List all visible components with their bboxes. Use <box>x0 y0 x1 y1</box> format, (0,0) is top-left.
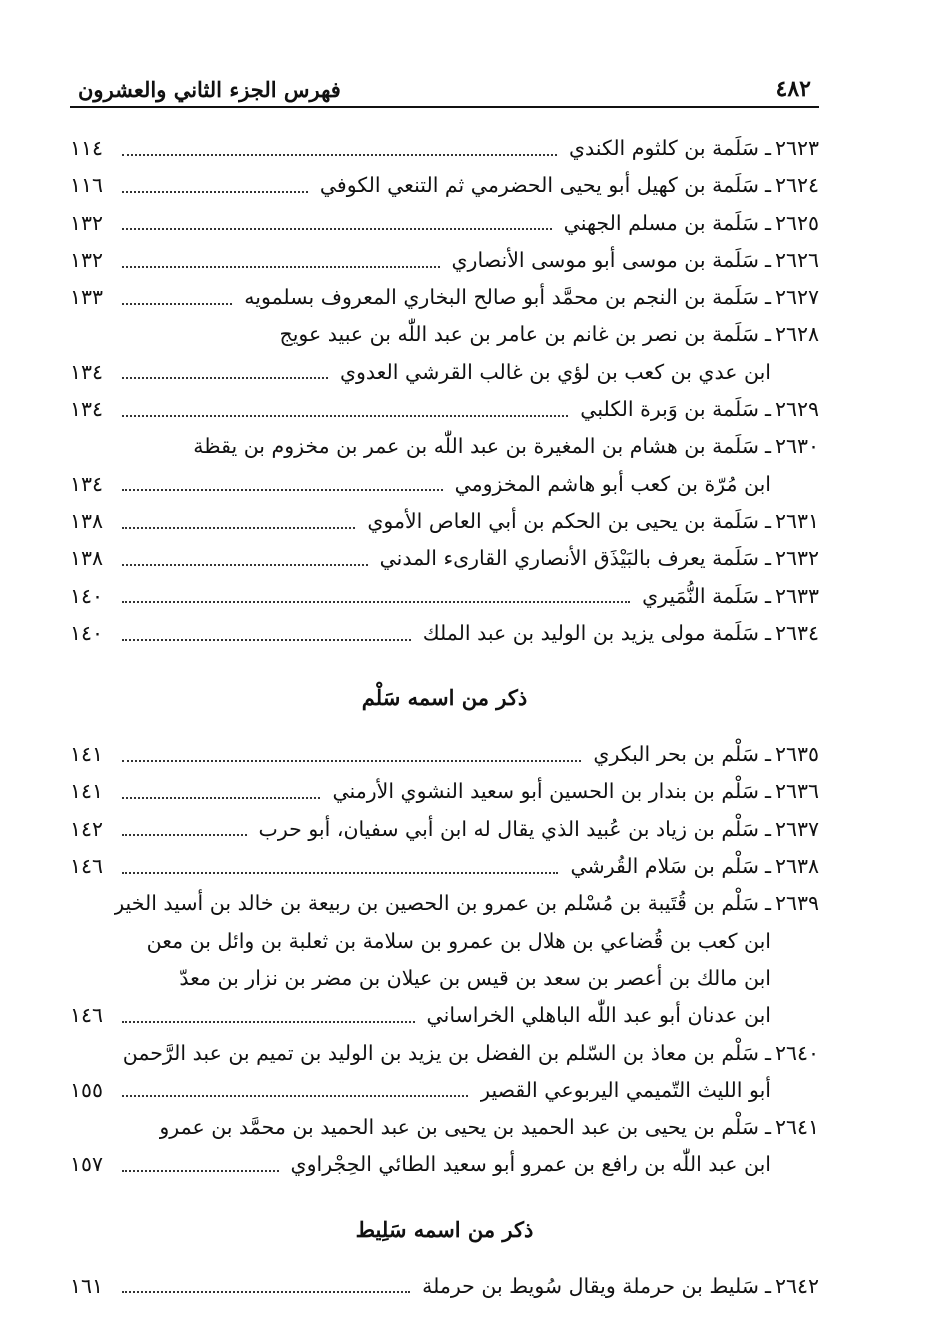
entry-number: ٢٦٣٩ <box>774 891 819 916</box>
entry-page-ref: ١٤١ <box>70 742 104 767</box>
index-entry <box>70 466 819 503</box>
entry-page-ref: ١٥٥ <box>70 1077 104 1102</box>
entry-name: سَلَمة بن مسلم الجهني <box>563 210 759 235</box>
entry-number: ٢٦٢٣ <box>774 136 819 160</box>
entry-page-ref: ١١٦ <box>70 173 104 198</box>
entry-page-ref: ١١٤ <box>70 136 104 160</box>
index-entry <box>70 540 819 577</box>
entry-page-ref: ١٣٨ <box>70 546 104 571</box>
index-entry <box>70 848 819 885</box>
entry-page-ref: ١٣٤ <box>70 397 104 422</box>
entry-dash: ـ <box>764 816 771 841</box>
dot-leader <box>122 1021 415 1023</box>
entry-number: ٢٦٣٥ <box>774 742 819 767</box>
entry-name: ابن مالك بن أعصر بن سعد بن قيس بن عيلان بن مضر بن نزار بن معدّ <box>179 965 771 990</box>
dot-leader <box>122 1291 410 1293</box>
page-number: ٤٨٢ <box>775 76 811 102</box>
entry-name: سَلَمة مولى يزيد بن الوليد بن عبد الملك <box>422 620 759 645</box>
index-entry <box>70 1035 819 1072</box>
index-entry <box>70 130 819 167</box>
entry-name: سَلَمة بن يحيى بن الحكم بن أبي العاص الأموي <box>367 508 759 533</box>
dot-leader <box>122 1170 279 1172</box>
entry-name: سَلَمة بن كلثوم الكندي <box>569 136 759 160</box>
entry-number: ٢٦٤١ <box>774 1115 819 1140</box>
entry-name: سَلْم بن بندار بن الحسين أبو سعيد النشوي الأرمني <box>332 779 759 804</box>
dot-leader <box>122 760 581 762</box>
dot-leader <box>122 872 558 874</box>
dot-leader <box>122 527 355 529</box>
entry-page-ref: ١٣٣ <box>70 285 104 310</box>
entry-page-ref: ١٤٠ <box>70 620 104 645</box>
entry-name: سَلَمة النُّمَيري <box>642 583 759 608</box>
entry-name: سَلَمة يعرف بالبَيْذَق الأنصاري القارىء المدني <box>379 546 759 571</box>
entry-page-ref: ١٣٤ <box>70 359 104 384</box>
dot-leader <box>122 154 557 156</box>
index-entry <box>70 811 819 848</box>
dot-leader <box>122 191 308 193</box>
entry-name: سَلْم بن سَلام القُرشي <box>570 854 759 879</box>
dot-leader <box>122 415 568 417</box>
entry-page-ref: ١٤٦ <box>70 854 104 879</box>
index-entry <box>70 1109 819 1146</box>
entry-page-ref: ١٣٢ <box>70 247 104 272</box>
section-heading-salit: ذكر من اسمه سَلِيط <box>355 1216 534 1242</box>
index-entry <box>70 615 819 652</box>
entry-number: ٢٦٣٤ <box>774 620 819 645</box>
entry-name: أبو الليث التّميمي اليربوعي القصير <box>480 1077 771 1102</box>
index-entry <box>70 279 819 316</box>
entry-page-ref: ١٤٢ <box>70 816 104 841</box>
entry-dash: ـ <box>764 322 771 347</box>
index-entry <box>70 1072 819 1109</box>
entry-dash: ـ <box>764 1273 771 1298</box>
entry-number: ٢٦٤٠ <box>774 1040 819 1065</box>
entry-dash: ـ <box>764 434 771 459</box>
section-heading-salm: ذكر من اسمه سَلْم <box>361 685 528 711</box>
entry-dash: ـ <box>764 508 771 533</box>
dot-leader <box>122 377 328 379</box>
index-entry <box>70 167 819 204</box>
entry-dash: ـ <box>764 1115 771 1140</box>
entry-dash: ـ <box>764 285 771 310</box>
entry-dash: ـ <box>764 583 771 608</box>
dot-leader <box>122 601 630 603</box>
index-entry <box>70 960 819 997</box>
index-entry <box>70 885 819 922</box>
index-entry <box>70 205 819 242</box>
entry-number: ٢٦٣٣ <box>774 583 819 608</box>
entry-number: ٢٦٣١ <box>774 508 819 533</box>
dot-leader <box>122 266 440 268</box>
index-group-salama <box>70 130 819 652</box>
entry-name: سَلْم بن يحيى بن عبد الحميد بن يحيى بن عبد الحميد بن محمَّد بن عمرو <box>159 1115 759 1140</box>
entry-number: ٢٦٤٢ <box>774 1273 819 1298</box>
entry-name: سَلَمة بن موسى أبو موسى الأنصاري <box>451 247 759 272</box>
entry-page-ref: ١٤٦ <box>70 1003 104 1028</box>
index-entry <box>70 773 819 810</box>
running-title: فهرس الجزء الثاني والعشرون <box>78 77 341 102</box>
entry-page-ref: ١٤١ <box>70 779 104 804</box>
entry-name: ابن عدنان أبو عبد اللّٰه الباهلي الخراساني <box>426 1003 771 1028</box>
dot-leader <box>122 303 232 305</box>
entry-name: ابن كعب بن قُضاعي بن هلال بن عمرو بن سلامة بن ثعلبة بن وائل بن معن <box>146 928 771 953</box>
entry-page-ref: ١٣٤ <box>70 471 104 496</box>
entry-dash: ـ <box>764 173 771 198</box>
entry-number: ٢٦٣٢ <box>774 546 819 571</box>
entry-number: ٢٦٣٦ <box>774 779 819 804</box>
index-group-salm <box>70 736 819 1184</box>
entry-name: سَلَمة بن نصر بن غانم بن عامر بن عبد اللّٰه بن عبيد عويج <box>279 322 759 347</box>
entry-dash: ـ <box>764 546 771 571</box>
dot-leader <box>122 228 552 230</box>
entry-dash: ـ <box>764 1040 771 1065</box>
dot-leader <box>122 797 320 799</box>
entry-name: ابن عدي بن كعب بن لؤي بن غالب القرشي العدوي <box>339 359 771 384</box>
entry-dash: ـ <box>764 854 771 879</box>
index-entry <box>70 923 819 960</box>
entry-dash: ـ <box>764 136 771 160</box>
index-entry <box>70 1146 819 1183</box>
entry-number: ٢٦٣٧ <box>774 816 819 841</box>
entry-name: سَلَمة بن كهيل أبو يحيى الحضرمي ثم التنعي الكوفي <box>319 173 759 198</box>
index-group-salit <box>70 1268 819 1305</box>
entry-page-ref: ١٥٧ <box>70 1152 104 1177</box>
entry-dash: ـ <box>764 779 771 804</box>
dot-leader <box>122 639 411 641</box>
entry-number: ٢٦٢٥ <box>774 210 819 235</box>
index-entry <box>70 391 819 428</box>
entry-dash: ـ <box>764 210 771 235</box>
index-entry <box>70 242 819 279</box>
entry-name: سَلْم بن قُتَيبة بن مُسْلم بن عمرو بن الحصين بن ربيعة بن خالد بن أسيد الخير <box>114 891 759 916</box>
entry-dash: ـ <box>764 620 771 645</box>
entry-name: ابن مُرّة بن كعب أبو هاشم المخزومي <box>454 471 771 496</box>
entry-number: ٢٦٢٧ <box>774 285 819 310</box>
entry-dash: ـ <box>764 247 771 272</box>
entry-name: سَليط بن حرملة ويقال سُويط بن حرملة <box>422 1273 759 1298</box>
entry-page-ref: ١٦١ <box>70 1273 104 1298</box>
index-entry <box>70 503 819 540</box>
entry-number: ٢٦٣٠ <box>774 434 819 459</box>
dot-leader <box>122 489 443 491</box>
entry-name: سَلَمة بن النجم بن محمَّد أبو صالح البخاري المعروف بسلمويه <box>244 285 759 310</box>
entry-number: ٢٦٢٦ <box>774 247 819 272</box>
entry-page-ref: ١٤٠ <box>70 583 104 608</box>
index-entry <box>70 997 819 1034</box>
entry-page-ref: ١٣٨ <box>70 508 104 533</box>
entry-number: ٢٦٢٩ <box>774 397 819 422</box>
dot-leader <box>122 1095 468 1097</box>
index-entry <box>70 736 819 773</box>
entry-dash: ـ <box>764 891 771 916</box>
entry-page-ref: ١٣٢ <box>70 210 104 235</box>
entry-number: ٢٦٢٤ <box>774 173 819 198</box>
dot-leader <box>122 564 368 566</box>
entry-name: سَلَمة بن هشام بن المغيرة بن عبد اللّٰه بن عمر بن مخزوم بن يقظة <box>193 434 759 459</box>
running-head <box>70 62 819 108</box>
entry-name: سَلَمة بن وَبرة الكلبي <box>580 397 759 422</box>
entry-number: ٢٦٣٨ <box>774 854 819 879</box>
index-entry <box>70 578 819 615</box>
index-entry <box>70 316 819 353</box>
entry-name: سَلْم بن زياد بن عُبيد الذي يقال له ابن أبي سفيان، أبو حرب <box>258 816 759 841</box>
entry-name: سَلْم بن بحر البكري <box>593 742 759 767</box>
entry-dash: ـ <box>764 397 771 422</box>
entry-name: ابن عبد اللّٰه بن رافع بن عمرو أبو سعيد الطائي الحِجْراوي <box>290 1152 771 1177</box>
index-entry <box>70 428 819 465</box>
dot-leader <box>122 834 247 836</box>
index-entry <box>70 1268 819 1305</box>
entry-name: سَلْم بن معاذ بن السّلم بن الفضل بن يزيد بن الوليد بن تميم بن عبد الرَّحمن <box>122 1040 759 1065</box>
index-entry <box>70 354 819 391</box>
entry-dash: ـ <box>764 742 771 767</box>
entry-number: ٢٦٢٨ <box>774 322 819 347</box>
